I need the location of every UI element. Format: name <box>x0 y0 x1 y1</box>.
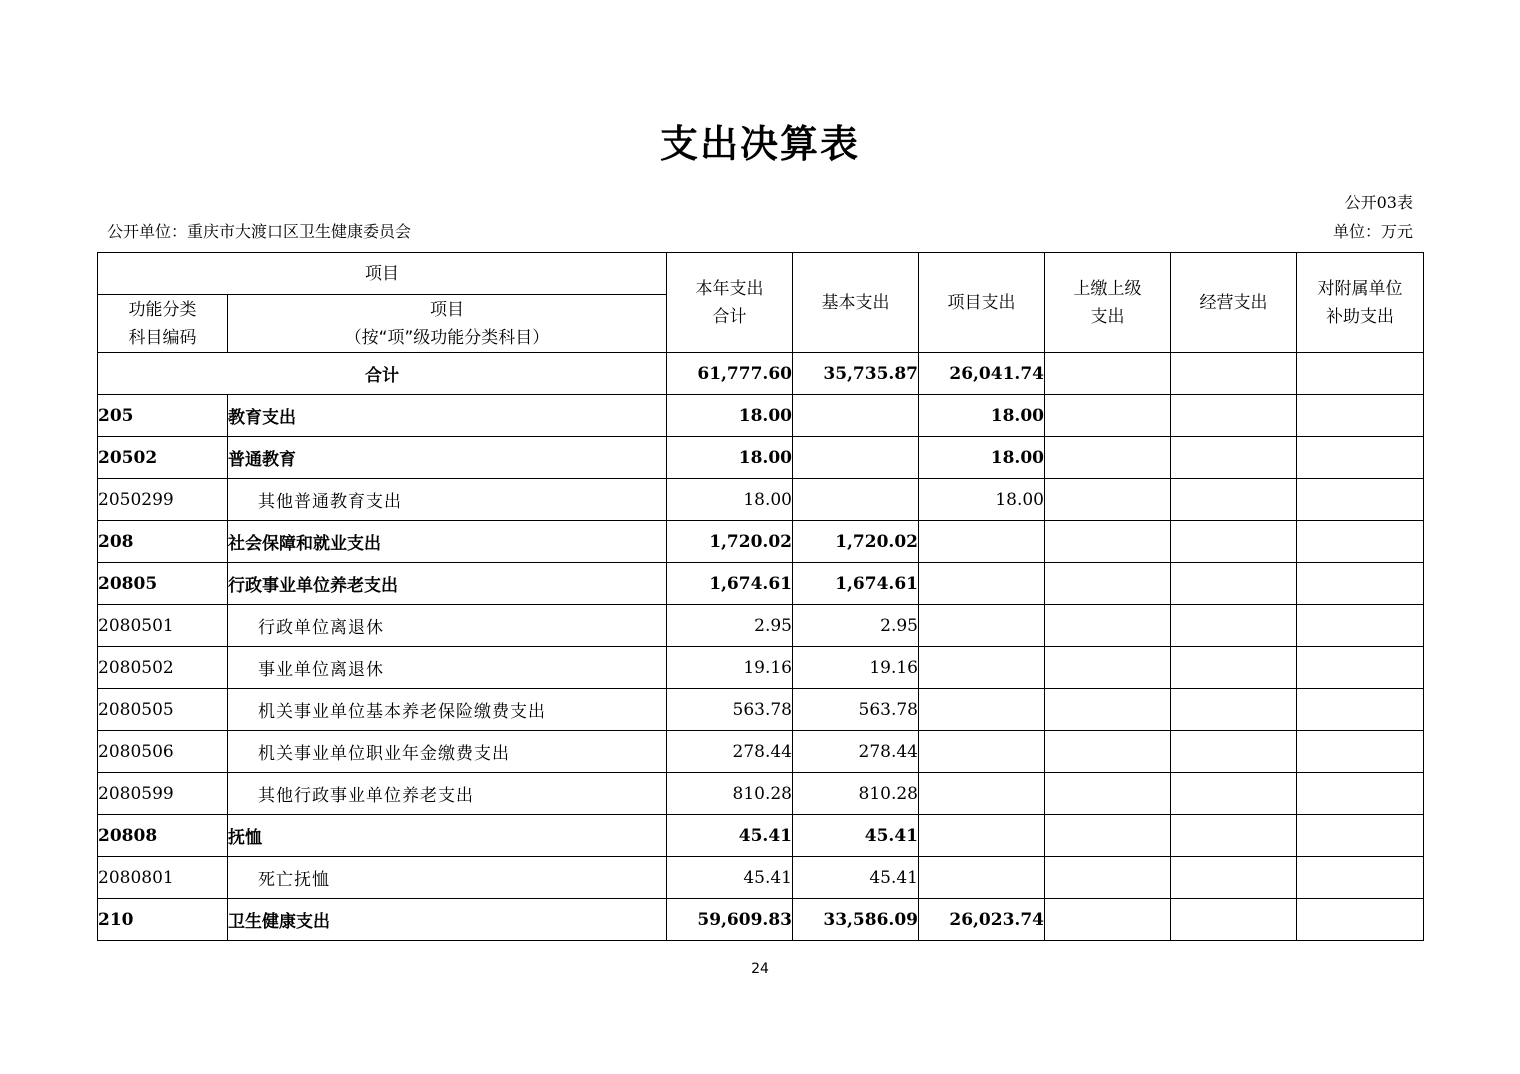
header-code <box>98 295 228 353</box>
row-project <box>919 857 1045 899</box>
row-code: 205 <box>98 395 228 437</box>
table-row <box>98 605 1424 647</box>
row-code: 2050299 <box>98 479 228 521</box>
row-name: 社会保障和就业支出 <box>228 521 667 563</box>
row-name: 机关事业单位基本养老保险缴费支出 <box>228 689 667 731</box>
table-row <box>98 815 1424 857</box>
row-project: 18.00 <box>919 437 1045 479</box>
row-name: 卫生健康支出 <box>228 899 667 941</box>
row-project: 18.00 <box>919 479 1045 521</box>
row-business <box>1171 647 1297 689</box>
header-item <box>228 295 667 353</box>
header-business: 经营支出 <box>1171 253 1297 353</box>
row-subsidy <box>1297 563 1424 605</box>
row-total: 19.16 <box>667 647 793 689</box>
row-business <box>1171 479 1297 521</box>
total-sum: 61,777.60 <box>667 353 793 395</box>
table-row <box>98 773 1424 815</box>
row-basic: 19.16 <box>793 647 919 689</box>
header-subsidy-line1: 对附属单位 <box>1317 278 1403 299</box>
row-name: 机关事业单位职业年金缴费支出 <box>228 731 667 773</box>
row-upper <box>1045 689 1171 731</box>
header-total-line1: 本年支出 <box>695 278 764 299</box>
header-item-group: 项目 <box>98 253 667 295</box>
row-business <box>1171 773 1297 815</box>
row-business <box>1171 731 1297 773</box>
row-name: 普通教育 <box>228 437 667 479</box>
header-upper <box>1045 253 1171 353</box>
row-upper <box>1045 773 1171 815</box>
header-subsidy-line2: 补助支出 <box>1326 306 1394 327</box>
row-business <box>1171 689 1297 731</box>
row-total: 18.00 <box>667 479 793 521</box>
row-name: 抚恤 <box>228 815 667 857</box>
row-project <box>919 605 1045 647</box>
header-item-line1: 项目 <box>430 299 464 320</box>
unit-row <box>107 221 1413 243</box>
row-name: 其他行政事业单位养老支出 <box>228 773 667 815</box>
header-item-line2: （按“项”级功能分类科目） <box>344 327 550 348</box>
header-upper-line2: 支出 <box>1090 306 1125 327</box>
table-row <box>98 437 1424 479</box>
row-basic: 45.41 <box>793 857 919 899</box>
row-subsidy <box>1297 605 1424 647</box>
row-project: 18.00 <box>919 395 1045 437</box>
page-title: 支出决算表 <box>659 122 860 166</box>
total-project: 26,041.74 <box>919 353 1045 395</box>
row-basic: 1,674.61 <box>793 563 919 605</box>
row-upper <box>1045 395 1171 437</box>
header-basic: 基本支出 <box>793 253 919 353</box>
row-subsidy <box>1297 437 1424 479</box>
row-total: 1,720.02 <box>667 521 793 563</box>
row-name: 事业单位离退休 <box>228 647 667 689</box>
table-row <box>98 563 1424 605</box>
row-upper <box>1045 605 1171 647</box>
row-upper <box>1045 857 1171 899</box>
row-total: 278.44 <box>667 731 793 773</box>
reporting-organization: 公开单位：重庆市大渡口区卫生健康委员会 <box>107 222 412 241</box>
total-upper <box>1045 353 1171 395</box>
header-total-line2: 合计 <box>712 306 747 327</box>
total-label: 合计 <box>98 353 667 395</box>
row-subsidy <box>1297 689 1424 731</box>
table-row <box>98 479 1424 521</box>
row-project <box>919 815 1045 857</box>
row-upper <box>1045 437 1171 479</box>
table-row <box>98 899 1424 941</box>
row-basic <box>793 395 919 437</box>
row-name: 死亡抚恤 <box>228 857 667 899</box>
row-business <box>1171 815 1297 857</box>
table-row <box>98 857 1424 899</box>
page-number: 24 <box>751 961 769 977</box>
row-business <box>1171 437 1297 479</box>
row-basic: 2.95 <box>793 605 919 647</box>
row-project: 26,023.74 <box>919 899 1045 941</box>
row-business <box>1171 605 1297 647</box>
total-subsidy <box>1297 353 1424 395</box>
table-row <box>98 689 1424 731</box>
row-name: 其他普通教育支出 <box>228 479 667 521</box>
total-basic: 35,735.87 <box>793 353 919 395</box>
row-business <box>1171 395 1297 437</box>
row-subsidy <box>1297 647 1424 689</box>
row-project <box>919 773 1045 815</box>
header-project: 项目支出 <box>919 253 1045 353</box>
table-row <box>98 521 1424 563</box>
row-project <box>919 731 1045 773</box>
row-basic: 33,586.09 <box>793 899 919 941</box>
row-basic: 1,720.02 <box>793 521 919 563</box>
row-code: 2080801 <box>98 857 228 899</box>
row-subsidy <box>1297 815 1424 857</box>
header-code-line2: 科目编码 <box>128 327 197 348</box>
row-project <box>919 521 1045 563</box>
row-business <box>1171 521 1297 563</box>
row-code: 2080506 <box>98 731 228 773</box>
row-code: 2080501 <box>98 605 228 647</box>
row-code: 2080599 <box>98 773 228 815</box>
header-upper-line1: 上缴上级 <box>1073 278 1142 299</box>
row-name: 行政单位离退休 <box>228 605 667 647</box>
expenditure-table <box>97 252 1424 941</box>
row-subsidy <box>1297 395 1424 437</box>
table-row <box>98 647 1424 689</box>
currency-unit: 单位：万元 <box>1332 222 1413 241</box>
row-subsidy <box>1297 479 1424 521</box>
row-project <box>919 647 1045 689</box>
row-business <box>1171 857 1297 899</box>
row-basic: 563.78 <box>793 689 919 731</box>
row-upper <box>1045 563 1171 605</box>
table-row <box>98 731 1424 773</box>
row-business <box>1171 899 1297 941</box>
row-code: 208 <box>98 521 228 563</box>
row-total: 1,674.61 <box>667 563 793 605</box>
row-total: 810.28 <box>667 773 793 815</box>
header-code-line1: 功能分类 <box>128 299 197 320</box>
row-total: 2.95 <box>667 605 793 647</box>
header-subsidy <box>1297 253 1424 353</box>
row-basic: 45.41 <box>793 815 919 857</box>
table-row <box>98 395 1424 437</box>
row-name: 教育支出 <box>228 395 667 437</box>
row-upper <box>1045 521 1171 563</box>
row-total: 45.41 <box>667 815 793 857</box>
row-basic <box>793 437 919 479</box>
row-code: 20502 <box>98 437 228 479</box>
row-subsidy <box>1297 899 1424 941</box>
row-subsidy <box>1297 857 1424 899</box>
row-project <box>919 689 1045 731</box>
row-basic <box>793 479 919 521</box>
row-code: 2080502 <box>98 647 228 689</box>
row-code: 210 <box>98 899 228 941</box>
row-name: 行政事业单位养老支出 <box>228 563 667 605</box>
row-upper <box>1045 815 1171 857</box>
row-upper <box>1045 647 1171 689</box>
row-total: 59,609.83 <box>667 899 793 941</box>
row-business <box>1171 563 1297 605</box>
row-total: 18.00 <box>667 437 793 479</box>
header-total <box>667 253 793 353</box>
row-code: 2080505 <box>98 689 228 731</box>
row-total: 45.41 <box>667 857 793 899</box>
row-basic: 810.28 <box>793 773 919 815</box>
row-total: 563.78 <box>667 689 793 731</box>
row-upper <box>1045 899 1171 941</box>
form-number: 公开03表 <box>1344 193 1413 212</box>
row-code: 20805 <box>98 563 228 605</box>
total-row <box>98 353 1424 395</box>
row-total: 18.00 <box>667 395 793 437</box>
row-upper <box>1045 731 1171 773</box>
row-upper <box>1045 479 1171 521</box>
total-business <box>1171 353 1297 395</box>
row-basic: 278.44 <box>793 731 919 773</box>
row-subsidy <box>1297 731 1424 773</box>
row-code: 20808 <box>98 815 228 857</box>
row-subsidy <box>1297 521 1424 563</box>
row-subsidy <box>1297 773 1424 815</box>
row-project <box>919 563 1045 605</box>
